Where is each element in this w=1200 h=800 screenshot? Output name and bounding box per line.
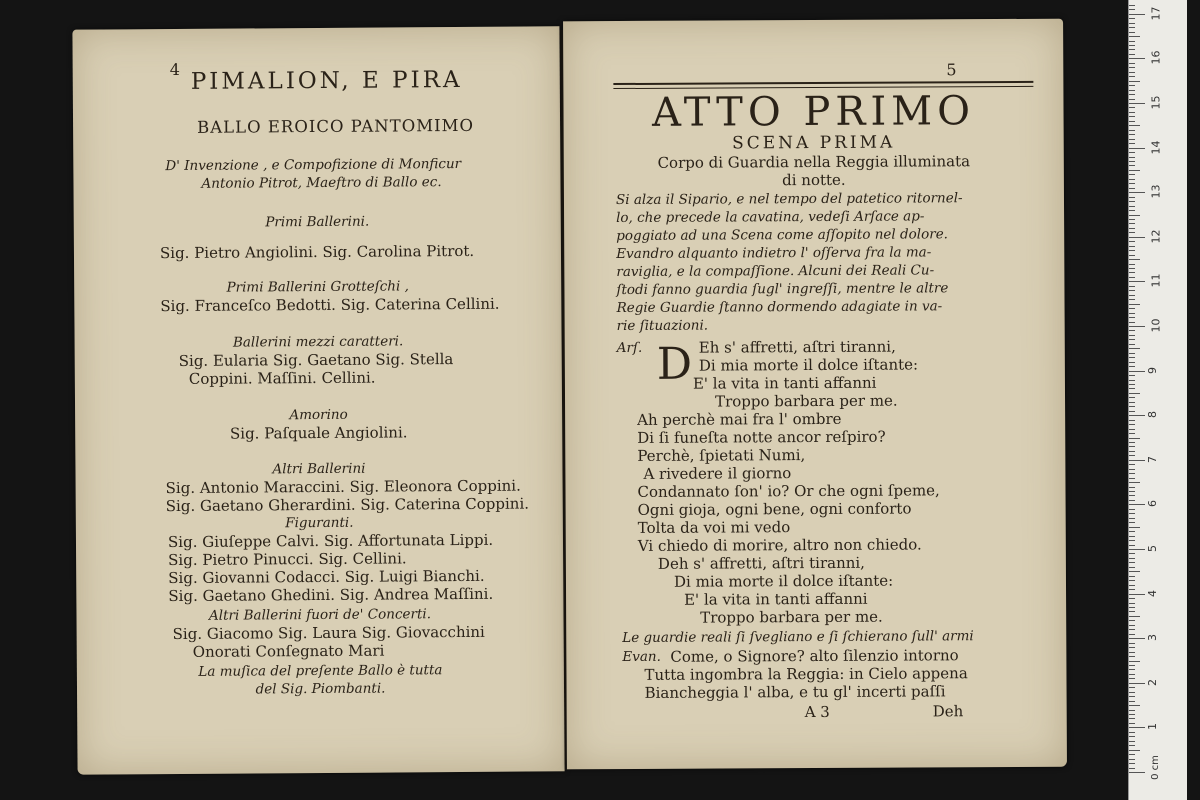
ruler-tick bbox=[1129, 63, 1135, 64]
drop-cap: D bbox=[656, 338, 693, 390]
verse-line: Di ſi funeſta notte ancor reſpiro? bbox=[637, 427, 886, 447]
cast-line: Sig. Pietro Angiolini. Sig. Carolina Pitrot. bbox=[159, 241, 475, 263]
ruler-tick bbox=[1129, 272, 1135, 273]
section-heading: Primi Ballerini Grotteſchi , bbox=[226, 278, 409, 296]
credit-line: D' Invenzione , e Compofizione di Monficur bbox=[165, 155, 462, 175]
ruler-tick bbox=[1129, 687, 1135, 688]
verse-line: E' la vita in tanti affanni bbox=[692, 373, 877, 393]
ruler-tick bbox=[1129, 94, 1135, 95]
ruler-number: 5 bbox=[1146, 545, 1159, 552]
ruler-tick bbox=[1129, 469, 1135, 470]
ruler-tick bbox=[1129, 397, 1135, 398]
verse-line: Tutta ingombra la Reggia: in Cielo appena bbox=[644, 664, 968, 684]
stage-direction: poggiato ad una Scena come aſſopito nel dolore. bbox=[616, 226, 949, 245]
page-number: 5 bbox=[946, 60, 957, 80]
ruler-tick bbox=[1129, 143, 1135, 144]
ruler-unit-label: 0 cm bbox=[1149, 755, 1161, 780]
ruler-tick bbox=[1129, 527, 1140, 528]
verse-line: Troppo barbara per me. bbox=[714, 391, 898, 411]
ruler-number: 1 bbox=[1146, 723, 1159, 731]
ruler-tick bbox=[1129, 326, 1145, 327]
ruler-tick bbox=[1129, 330, 1135, 331]
verse-line: Di mia morte il dolce iſtante: bbox=[698, 355, 919, 375]
ruler-tick bbox=[1129, 669, 1135, 670]
ruler-tick bbox=[1129, 518, 1135, 519]
ruler-tick bbox=[1129, 446, 1135, 447]
ruler-number: 3 bbox=[1146, 634, 1159, 642]
ruler-tick bbox=[1129, 58, 1145, 59]
ruler-tick bbox=[1129, 335, 1135, 336]
ruler-tick bbox=[1129, 607, 1135, 608]
cast-line: Sig. Giacomo Sig. Laura Sig. Giovacchini bbox=[172, 622, 485, 644]
ruler-tick bbox=[1129, 179, 1135, 180]
ruler-tick bbox=[1129, 549, 1145, 550]
ruler-tick bbox=[1129, 460, 1145, 461]
ruler-tick bbox=[1129, 388, 1135, 389]
ruler-tick bbox=[1129, 286, 1135, 287]
ruler-tick bbox=[1129, 424, 1135, 425]
ruler-tick bbox=[1129, 192, 1145, 193]
ruler-tick bbox=[1129, 174, 1135, 175]
cast-line: Sig. Paſquale Angiolini. bbox=[229, 423, 408, 443]
ruler-tick bbox=[1129, 322, 1135, 323]
stage-direction: lo, che precede la cavatina, vedeſi Arſace ap- bbox=[616, 208, 925, 227]
ruler-tick bbox=[1129, 625, 1135, 626]
ruler-tick bbox=[1129, 54, 1135, 55]
ruler-number: 4 bbox=[1146, 589, 1159, 597]
ruler-tick bbox=[1129, 513, 1135, 514]
ruler-tick bbox=[1129, 313, 1135, 314]
ruler-tick bbox=[1129, 232, 1135, 233]
ruler-tick bbox=[1129, 45, 1135, 46]
cast-line: Sig. Gaetano Ghedini. Sig. Andrea Maſſini. bbox=[168, 584, 494, 606]
right-page bbox=[563, 19, 1067, 770]
ruler-tick bbox=[1129, 366, 1135, 367]
stage-direction: Evandro alquanto indietro l' oſſerva fra la ma- bbox=[616, 244, 932, 263]
ruler-tick bbox=[1129, 344, 1135, 345]
measuring-ruler bbox=[1128, 0, 1187, 800]
ruler-tick bbox=[1129, 531, 1135, 532]
ruler-tick bbox=[1129, 295, 1135, 296]
ruler-tick bbox=[1129, 255, 1135, 256]
ruler-tick bbox=[1129, 634, 1135, 635]
scene-setting: di notte. bbox=[782, 170, 846, 190]
ruler-tick bbox=[1129, 130, 1135, 131]
ruler-tick bbox=[1129, 112, 1135, 113]
ruler-tick bbox=[1129, 491, 1135, 492]
ruler-tick bbox=[1129, 210, 1135, 211]
ruler-tick bbox=[1129, 339, 1135, 340]
ruler-tick bbox=[1129, 652, 1135, 653]
ruler-tick bbox=[1129, 567, 1135, 568]
ruler-tick bbox=[1129, 616, 1140, 617]
ruler-tick bbox=[1129, 727, 1145, 728]
ruler-tick bbox=[1129, 134, 1135, 135]
ruler-number: 12 bbox=[1149, 229, 1163, 244]
ruler-tick bbox=[1129, 81, 1140, 82]
ruler-tick bbox=[1129, 27, 1135, 28]
stage-direction: rie ſituazioni. bbox=[616, 317, 709, 335]
stage-direction: raviglia, e la compaſſione. Alcuni dei Reali Cu- bbox=[616, 262, 935, 281]
ruler-tick bbox=[1129, 763, 1135, 764]
verse-line: Eh s' affretti, aſtri tiranni, bbox=[698, 337, 896, 357]
ruler-tick bbox=[1129, 353, 1135, 354]
ruler-tick bbox=[1129, 438, 1140, 439]
signature-mark: A 3 bbox=[804, 702, 830, 722]
ruler-tick bbox=[1129, 589, 1135, 590]
ruler-tick bbox=[1129, 478, 1135, 479]
ruler-number: 7 bbox=[1146, 455, 1159, 463]
ruler-tick bbox=[1129, 647, 1135, 648]
stage-direction: Regie Guardie ſtanno dormendo adagiate in va- bbox=[616, 298, 943, 317]
ruler-tick bbox=[1129, 49, 1135, 50]
catchword: Deh bbox=[932, 702, 964, 721]
ruler-tick bbox=[1129, 170, 1140, 171]
verse-line: Vi chiedo di morire, altro non chiedo. bbox=[637, 535, 922, 555]
music-note: La muſica del preſente Ballo è tutta bbox=[198, 662, 443, 680]
ruler-number: 10 bbox=[1149, 318, 1163, 333]
ruler-tick bbox=[1129, 223, 1135, 224]
ruler-tick bbox=[1129, 380, 1135, 381]
ruler-tick bbox=[1129, 121, 1135, 122]
scene-setting: Corpo di Guardia nella Reggia illuminata bbox=[657, 152, 971, 172]
ruler-tick bbox=[1129, 85, 1135, 86]
act-heading: ATTO PRIMO bbox=[651, 88, 976, 136]
ruler-tick bbox=[1129, 188, 1135, 189]
ruler-tick bbox=[1129, 665, 1135, 666]
ruler-tick bbox=[1129, 495, 1135, 496]
speaker-label: Arſ. bbox=[616, 339, 643, 357]
ruler-tick bbox=[1129, 18, 1135, 19]
ruler-tick bbox=[1129, 357, 1135, 358]
verse-line: E' la vita in tanti affanni bbox=[684, 589, 868, 609]
verse-line: Troppo barbara per me. bbox=[700, 607, 883, 627]
ruler-tick bbox=[1129, 714, 1135, 715]
ruler-tick bbox=[1129, 522, 1135, 523]
ruler-tick bbox=[1129, 103, 1145, 104]
cast-line: Sig. Eularia Sig. Gaetano Sig. Stella bbox=[178, 350, 454, 370]
ruler-tick bbox=[1129, 772, 1145, 773]
ruler-tick bbox=[1129, 710, 1135, 711]
ruler-number: 13 bbox=[1149, 184, 1163, 199]
ruler-number: 15 bbox=[1149, 95, 1163, 110]
ruler-tick bbox=[1129, 580, 1135, 581]
ruler-tick bbox=[1129, 67, 1135, 68]
ruler-tick bbox=[1129, 455, 1135, 456]
ruler-number: 14 bbox=[1149, 140, 1163, 155]
ruler-tick bbox=[1129, 674, 1135, 675]
verse-line: Condannato ſon' io? Or che ogni ſpeme, bbox=[637, 481, 940, 501]
cast-line: Sig. Giovanni Codacci. Sig. Luigi Bianchi. bbox=[168, 566, 485, 588]
ruler-tick bbox=[1129, 23, 1135, 24]
ruler-tick bbox=[1129, 406, 1135, 407]
ruler-tick bbox=[1129, 183, 1135, 184]
ballet-subtitle: BALLO EROICO PANTOMIMO bbox=[197, 115, 475, 137]
ruler-tick bbox=[1129, 473, 1135, 474]
ruler-number: 17 bbox=[1149, 6, 1163, 21]
ruler-tick bbox=[1129, 571, 1140, 572]
ruler-tick bbox=[1129, 545, 1135, 546]
ruler-tick bbox=[1129, 402, 1135, 403]
ruler-tick bbox=[1129, 482, 1140, 483]
ruler-tick bbox=[1129, 504, 1145, 505]
ruler-tick bbox=[1129, 705, 1140, 706]
scene-heading: SCENA PRIMA bbox=[731, 132, 896, 154]
ruler-tick bbox=[1129, 206, 1135, 207]
ruler-tick bbox=[1129, 107, 1135, 108]
ruler-tick bbox=[1129, 241, 1135, 242]
ruler-tick bbox=[1129, 161, 1135, 162]
section-heading: Primi Ballerini. bbox=[265, 213, 370, 231]
ruler-tick bbox=[1129, 317, 1135, 318]
ruler-tick bbox=[1129, 415, 1145, 416]
verse-line: A rivedere il giorno bbox=[643, 464, 792, 483]
ruler-tick bbox=[1129, 745, 1135, 746]
ruler-tick bbox=[1129, 732, 1135, 733]
verse-line: Tolta da voi mi vedo bbox=[637, 518, 791, 537]
ruler-tick bbox=[1129, 393, 1140, 394]
ruler-tick bbox=[1129, 500, 1135, 501]
ruler-tick bbox=[1129, 246, 1135, 247]
ruler-tick bbox=[1129, 264, 1135, 265]
ruler-tick bbox=[1129, 759, 1135, 760]
ruler-tick bbox=[1129, 509, 1135, 510]
ruler-tick bbox=[1129, 750, 1140, 751]
ruler-tick bbox=[1129, 90, 1135, 91]
ruler-tick bbox=[1129, 656, 1135, 657]
ruler-tick bbox=[1129, 696, 1135, 697]
ruler-tick bbox=[1129, 741, 1135, 742]
ruler-tick bbox=[1129, 76, 1135, 77]
verse-line: Biancheggia l' alba, e tu gl' incerti paſſi bbox=[644, 682, 946, 702]
cast-line: Sig. Giuſeppe Calvi. Sig. Affortunata Lippi. bbox=[167, 530, 494, 552]
ruler-tick bbox=[1129, 754, 1135, 755]
page-number: 4 bbox=[169, 59, 180, 80]
ruler-tick bbox=[1129, 576, 1135, 577]
ruler-tick bbox=[1129, 768, 1135, 769]
cast-line: Coppini. Maſſini. Cellini. bbox=[188, 368, 376, 388]
ruler-tick bbox=[1129, 451, 1135, 452]
cast-line: Sig. Pietro Pinucci. Sig. Cellini. bbox=[168, 549, 407, 570]
ruler-tick bbox=[1129, 420, 1135, 421]
ruler-tick bbox=[1129, 237, 1145, 238]
ruler-tick bbox=[1129, 148, 1145, 149]
ruler-tick bbox=[1129, 638, 1145, 639]
ruler-tick bbox=[1129, 598, 1135, 599]
verse-line: Come, o Signore? alto ſilenzio intorno bbox=[670, 646, 959, 666]
ruler-tick bbox=[1129, 116, 1135, 117]
ruler-tick bbox=[1129, 281, 1145, 282]
ruler-tick bbox=[1129, 197, 1135, 198]
section-heading: Ballerini mezzi caratteri. bbox=[232, 333, 404, 351]
ruler-tick bbox=[1129, 629, 1135, 630]
ruler-tick bbox=[1129, 585, 1135, 586]
stage-direction: Si alza il Sipario, e nel tempo del patetico ritornel- bbox=[615, 190, 963, 209]
ruler-tick bbox=[1129, 371, 1145, 372]
ruler-tick bbox=[1129, 5, 1135, 6]
cast-line: Sig. Gaetano Gherardini. Sig. Caterina Coppini. bbox=[165, 494, 530, 516]
ruler-tick bbox=[1129, 464, 1135, 465]
ruler-tick bbox=[1129, 304, 1140, 305]
ruler-tick bbox=[1129, 683, 1145, 684]
music-note: del Sig. Piombanti. bbox=[255, 680, 386, 698]
cast-line: Onorati Conſegnato Mari bbox=[192, 641, 385, 661]
ruler-tick bbox=[1129, 594, 1145, 595]
verse-line: Ogni gioja, ogni bene, ogni conforto bbox=[637, 499, 912, 519]
ruler-tick bbox=[1129, 215, 1140, 216]
ruler-tick bbox=[1129, 228, 1135, 229]
ruler-tick bbox=[1129, 157, 1135, 158]
ruler-tick bbox=[1129, 125, 1140, 126]
ruler-tick bbox=[1129, 72, 1135, 73]
ruler-tick bbox=[1129, 678, 1135, 679]
stage-direction: Le guardie reali ſi ſvegliano e ſi ſchierano ſull' armi bbox=[622, 628, 974, 647]
ruler-tick bbox=[1129, 736, 1135, 737]
credit-line: Antonio Pitrot, Maeftro di Ballo ec. bbox=[201, 174, 442, 192]
ruler-tick bbox=[1129, 32, 1135, 33]
ruler-tick bbox=[1129, 558, 1135, 559]
ruler-tick bbox=[1129, 620, 1135, 621]
ruler-tick bbox=[1129, 362, 1135, 363]
ruler-number: 8 bbox=[1146, 411, 1159, 419]
ruler-tick bbox=[1129, 433, 1135, 434]
ruler-tick bbox=[1129, 219, 1135, 220]
ruler-tick bbox=[1129, 701, 1135, 702]
section-heading: Figuranti. bbox=[285, 514, 354, 532]
ruler-tick bbox=[1129, 14, 1145, 15]
ruler-tick bbox=[1129, 661, 1140, 662]
ruler-tick bbox=[1129, 723, 1135, 724]
ruler-tick bbox=[1129, 442, 1135, 443]
ballet-title: PIMALION, E PIRA bbox=[190, 66, 463, 95]
left-page bbox=[72, 26, 564, 774]
ruler-number: 11 bbox=[1149, 273, 1163, 288]
ruler-tick bbox=[1129, 165, 1135, 166]
ruler-tick bbox=[1129, 201, 1135, 202]
ruler-tick bbox=[1129, 139, 1135, 140]
ruler-tick bbox=[1129, 299, 1135, 300]
ruler-tick bbox=[1129, 718, 1135, 719]
ruler-tick bbox=[1129, 553, 1135, 554]
ruler-tick bbox=[1129, 692, 1135, 693]
ruler-tick bbox=[1129, 536, 1135, 537]
ruler-tick bbox=[1129, 9, 1135, 10]
ruler-tick bbox=[1129, 268, 1135, 269]
ruler-number: 9 bbox=[1146, 366, 1159, 374]
ruler-tick bbox=[1129, 429, 1135, 430]
ruler-tick bbox=[1129, 152, 1135, 153]
verse-line: Deh s' affretti, aſtri tiranni, bbox=[657, 553, 865, 573]
cast-line: Sig. Franceſco Bedotti. Sig. Caterina Cellini. bbox=[160, 294, 500, 316]
ruler-tick bbox=[1129, 540, 1135, 541]
verse-line: Perchè, ſpietati Numi, bbox=[637, 446, 806, 465]
ruler-tick bbox=[1129, 643, 1135, 644]
verse-line: Ah perchè mai fra l' ombre bbox=[637, 409, 842, 429]
ruler-number: 2 bbox=[1146, 678, 1159, 686]
ruler-tick bbox=[1129, 41, 1135, 42]
cast-line: Sig. Antonio Maraccini. Sig. Eleonora Coppini. bbox=[165, 476, 521, 498]
ruler-tick bbox=[1129, 277, 1135, 278]
ruler-tick bbox=[1129, 250, 1135, 251]
section-heading: Altri Ballerini fuori de' Concerti. bbox=[208, 606, 432, 624]
ruler-number: 16 bbox=[1149, 50, 1163, 65]
ruler-tick bbox=[1129, 308, 1135, 309]
ruler-tick bbox=[1129, 290, 1135, 291]
ruler-tick bbox=[1129, 487, 1135, 488]
section-heading: Altri Ballerini bbox=[272, 460, 366, 478]
section-heading: Amorino bbox=[289, 406, 348, 424]
stage-direction: ſtodi fanno guardia ſugl' ingreſſi, mentre le altre bbox=[616, 280, 949, 299]
speaker-label: Evan. bbox=[622, 648, 661, 666]
ruler-tick bbox=[1129, 562, 1135, 563]
ruler-tick bbox=[1129, 348, 1140, 349]
ruler-tick bbox=[1129, 384, 1135, 385]
ruler-tick bbox=[1129, 375, 1135, 376]
ruler-tick bbox=[1129, 603, 1135, 604]
ruler-number: 6 bbox=[1146, 500, 1159, 508]
verse-line: Di mia morte il dolce iſtante: bbox=[673, 571, 894, 591]
ruler-tick bbox=[1129, 99, 1135, 100]
ruler-tick bbox=[1129, 36, 1140, 37]
ruler-tick bbox=[1129, 411, 1135, 412]
ruler-tick bbox=[1129, 611, 1135, 612]
ruler-tick bbox=[1129, 259, 1140, 260]
